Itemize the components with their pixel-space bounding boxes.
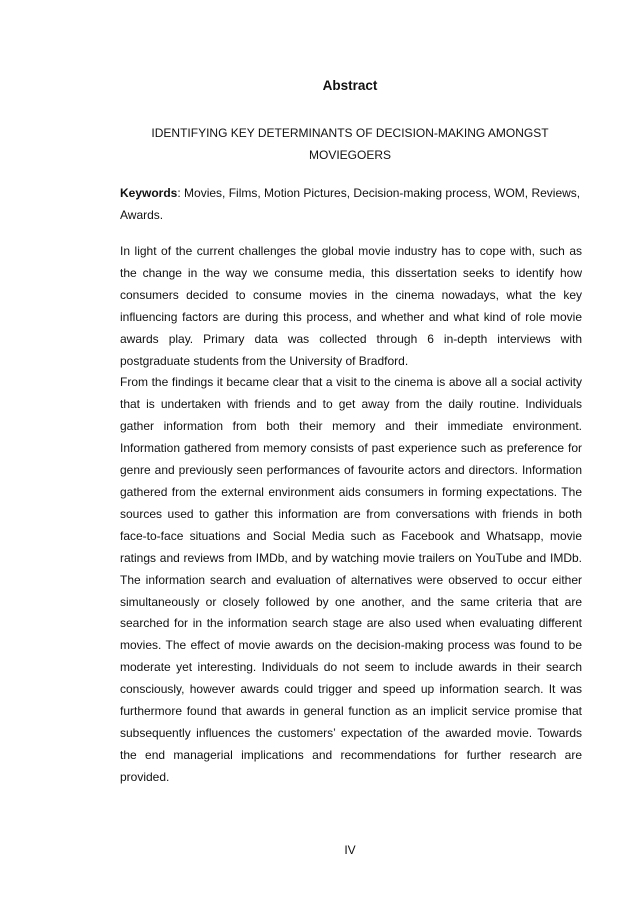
abstract-heading: Abstract	[322, 78, 378, 93]
abstract-body	[120, 241, 582, 789]
thesis-title: IDENTIFYING KEY DETERMINANTS OF DECISION-MAKING AMONGST MOVIEGOERS	[151, 126, 549, 162]
keywords-line	[120, 182, 582, 226]
abstract-paragraph: From the findings it became clear that a visit to the cinema is above all a social activity that is undertaken with friends and to get away from the daily routine. Individuals gather information from both their memory and their immediate environment. Information gathered from memory consists of past experience such as preference for genre and previously seen performances of favourite actors and directors. Information gathered from the external environment aids consumers in forming expectations. The sources used to gather this information are from conversations with friends in both face-to-face situations and Social Media such as Facebook and Whatsapp, movie ratings and reviews from IMDb, and by watching movie trailers on YouTube and IMDb. The information search and evaluation of alternatives were observed to occur either simultaneously or closely followed by one another, and the same criteria that are searched for in the information search stage are also used when evaluating different movies. The effect of movie awards on the decision-making process was found to be moderate yet interesting. Individuals do not seem to include awards in their search consciously, however awards could trigger and speed up information search. It was furthermore found that awards in general function as an implicit service promise that subsequently influences the customers’ expectation of the awarded movie. Towards the end managerial implications and recommendations for further research are provided.	[120, 375, 582, 784]
keywords-label: Keywords	[120, 186, 178, 200]
abstract-paragraph: In light of the current challenges the global movie industry has to cope with, such as the change in the way we consume media, this dissertation seeks to identify how consumers decided to consume movies in the cinema nowadays, what the key influencing factors are during this process, and whether and what kind of role movie awards play. Primary data was collected through 6 in-depth interviews with postgraduate students from the University of Bradford.	[120, 244, 582, 368]
keywords-text: : Movies, Films, Motion Pictures, Decision-making process, WOM, Reviews, Awards.	[120, 186, 581, 222]
page-number: IV	[344, 843, 356, 857]
